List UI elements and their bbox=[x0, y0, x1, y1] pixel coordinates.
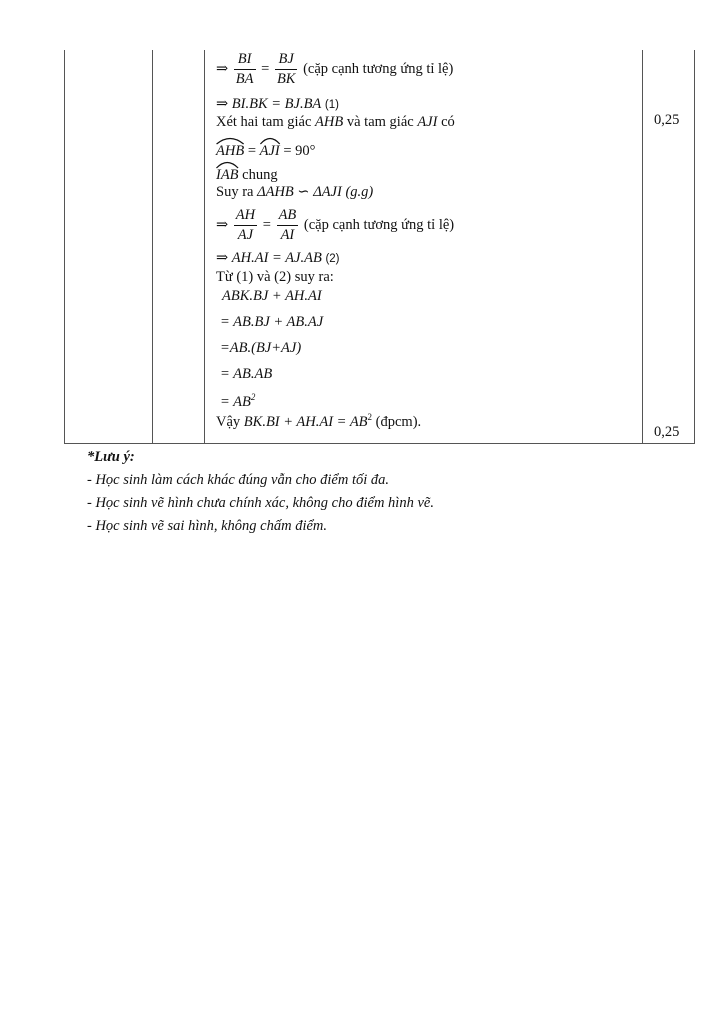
table-border-left bbox=[64, 50, 65, 444]
line-step: = AB.BJ + AB.AJ bbox=[220, 314, 324, 330]
line-final-conclusion bbox=[216, 412, 421, 431]
angle-label: AHB bbox=[216, 143, 245, 159]
numerator: BJ bbox=[275, 50, 298, 70]
expression: = AB bbox=[220, 394, 251, 410]
arc-icon bbox=[216, 160, 239, 169]
text: Xét hai tam giác bbox=[216, 114, 312, 130]
denominator: AI bbox=[280, 227, 295, 243]
text: Vậy bbox=[216, 414, 241, 430]
text: Suy ra bbox=[216, 184, 254, 200]
arc-icon bbox=[216, 136, 244, 145]
equation-tag: (1) bbox=[324, 99, 339, 111]
line-ratio-1 bbox=[216, 50, 453, 89]
note-item: - Học sinh vẽ hình chưa chính xác, không cho điểm hình vẽ. bbox=[87, 495, 434, 511]
implies-symbol: ⇒ bbox=[216, 60, 229, 77]
score-value: 0,25 bbox=[654, 424, 680, 440]
numerator: AB bbox=[277, 206, 299, 226]
numerator: AH bbox=[234, 206, 257, 226]
notes-title: *Lưu ý: bbox=[87, 449, 135, 465]
angle-label: AJI bbox=[259, 143, 280, 159]
equals-sign: = bbox=[247, 143, 256, 159]
implies-symbol: ⇒ bbox=[216, 250, 229, 266]
denominator: BK bbox=[276, 71, 296, 87]
line-conclusion-intro: Từ (1) và (2) suy ra: bbox=[216, 269, 334, 285]
line-similar-triangles bbox=[216, 184, 373, 201]
equation: BK.BI + AH.AI = AB bbox=[243, 414, 368, 430]
angle bbox=[216, 164, 239, 184]
text: và tam giác bbox=[346, 114, 414, 130]
score-value: 0,25 bbox=[654, 112, 680, 128]
line-expression: ABK.BJ + AH.AI bbox=[222, 288, 322, 304]
line-step bbox=[220, 392, 255, 411]
fraction bbox=[234, 206, 257, 245]
line-equation-1 bbox=[216, 96, 339, 113]
denominator: BA bbox=[235, 71, 254, 87]
angle bbox=[216, 140, 244, 160]
triangle-name: AJI bbox=[417, 114, 438, 130]
line-equation-2 bbox=[216, 250, 340, 267]
table-border-bottom bbox=[64, 443, 695, 444]
numerator: BI bbox=[234, 50, 256, 70]
note-text: (cặp cạnh tương ứng tỉ lệ) bbox=[303, 216, 455, 233]
table-column-divider bbox=[642, 50, 643, 444]
line-ratio-2 bbox=[216, 206, 454, 245]
notes-section bbox=[87, 446, 434, 538]
solution-table bbox=[64, 50, 695, 444]
implies-symbol: ⇒ bbox=[216, 216, 229, 233]
equation: AH.AI = AJ.AB bbox=[231, 250, 322, 266]
angle-value: = 90° bbox=[283, 143, 316, 159]
equation: BI.BK = BJ.BA bbox=[231, 96, 322, 112]
fraction bbox=[277, 206, 299, 245]
angle-label: IAB bbox=[216, 167, 239, 183]
exponent: 2 bbox=[250, 392, 256, 402]
implies-symbol: ⇒ bbox=[216, 96, 229, 112]
line-step: = AB.AB bbox=[220, 366, 273, 382]
equals-sign: = bbox=[261, 60, 270, 77]
text: chung bbox=[242, 167, 278, 183]
angle bbox=[260, 140, 280, 160]
table-border-right bbox=[694, 50, 695, 444]
similarity-case: (g.g) bbox=[345, 184, 374, 200]
fraction bbox=[275, 50, 298, 89]
equals-sign: = bbox=[262, 216, 271, 233]
arc-icon bbox=[260, 136, 280, 145]
note-item: - Học sinh làm cách khác đúng vẫn cho điểm tối đa. bbox=[87, 472, 390, 488]
line-step: =AB.(BJ+AJ) bbox=[220, 340, 302, 356]
table-column-divider bbox=[152, 50, 153, 444]
denominator: AJ bbox=[237, 227, 254, 243]
note-text: (cặp cạnh tương ứng tỉ lệ) bbox=[303, 60, 454, 77]
exponent: 2 bbox=[367, 412, 373, 422]
text: (đpcm). bbox=[375, 414, 422, 430]
note-item: - Học sinh vẽ sai hình, không chấm điểm. bbox=[87, 518, 328, 534]
equation-tag: (2) bbox=[325, 253, 340, 265]
line-angles-equal bbox=[216, 140, 315, 160]
similarity-statement: ΔAHB ∽ ΔAJI bbox=[257, 184, 342, 200]
triangle-name: AHB bbox=[315, 114, 344, 130]
line-consider-triangles bbox=[216, 114, 455, 131]
fraction bbox=[234, 50, 256, 89]
table-column-divider bbox=[204, 50, 205, 444]
line-common-angle bbox=[216, 164, 278, 184]
text: có bbox=[441, 114, 455, 130]
